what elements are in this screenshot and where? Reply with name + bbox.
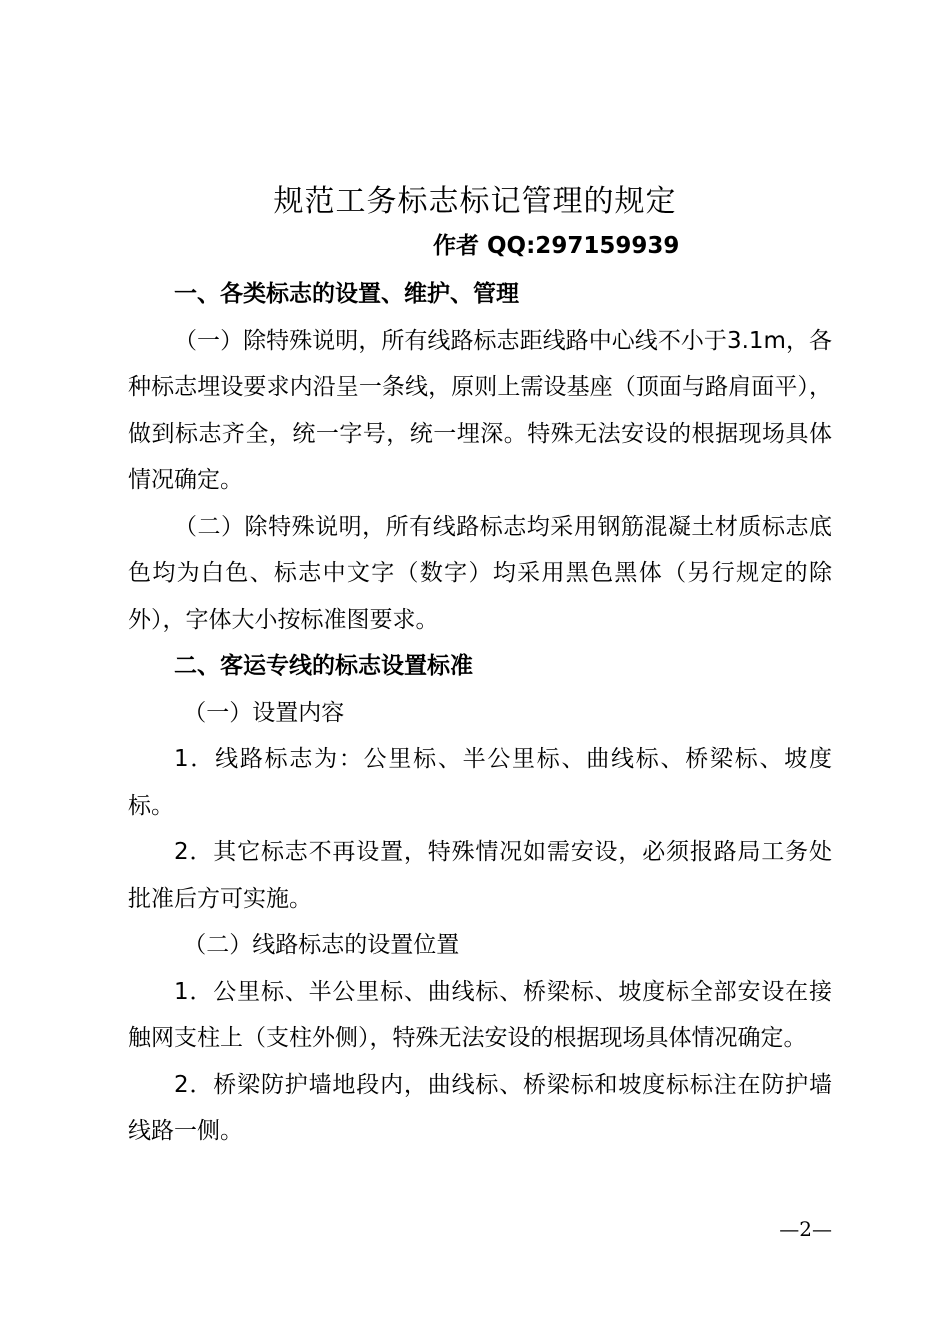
document-title: 规范工务标志标记管理的规定 <box>273 184 677 219</box>
paragraph: 2．桥梁防护墙地段内，曲线标、桥梁标和坡度标标注在防护墙线路一侧。 <box>128 1071 832 1144</box>
paragraph: 1．公里标、半公里标、曲线标、桥梁标、坡度标全部安设在接触网支柱上（支柱外侧），特殊无法安设的根据现场具体情况确定。 <box>128 978 832 1051</box>
subsection-heading: （二）线路标志的设置位置 <box>183 932 460 958</box>
paragraph: 1．线路标志为：公里标、半公里标、曲线标、桥梁标、坡度标。 <box>128 746 832 819</box>
paragraph: 2．其它标志不再设置，特殊情况如需安设，必须报路局工务处批准后方可实施。 <box>128 839 832 912</box>
section-heading-1: 一、各类标志的设置、维护、管理 <box>174 281 519 307</box>
section-heading-2: 二、客运专线的标志设置标准 <box>174 653 473 679</box>
paragraph: （二）除特殊说明，所有线路标志均采用钢筋混凝土材质标志底色均为白色、标志中文字（数字）均采用黑色黑体（另行规定的除外），字体大小按标准图要求。 <box>128 513 832 633</box>
paragraph: （一）除特殊说明，所有线路标志距线路中心线不小于3.1m，各种标志埋设要求内沿呈一条线，原则上需设基座（顶面与路肩面平），做到标志齐全，统一字号，统一埋深。特殊无法安设的根据现场具体情况确定。 <box>128 327 832 493</box>
author-line: 作者 QQ:297159939 <box>433 233 680 259</box>
subsection-heading: （一）设置内容 <box>183 699 345 726</box>
document-body <box>128 271 832 1155</box>
page-number: —2— <box>779 1217 832 1241</box>
